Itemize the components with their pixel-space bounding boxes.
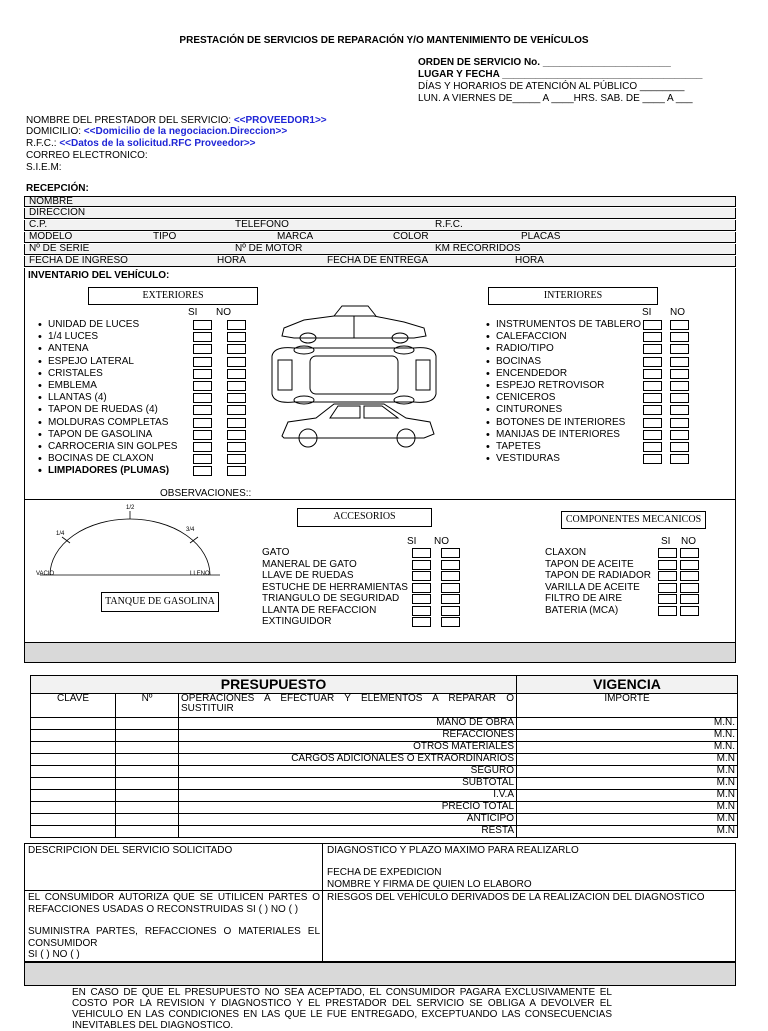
interiores-si-checkbox[interactable] [643,454,662,464]
clave-cell[interactable] [31,754,116,766]
interiores-no-checkbox[interactable] [670,454,689,464]
componentes-item-label: FILTRO DE AIRE [545,593,623,604]
interiores-no-checkbox[interactable] [670,320,689,330]
interiores-si-checkbox[interactable] [643,332,662,342]
interiores-no-checkbox[interactable] [670,332,689,342]
componentes-si-checkbox[interactable] [658,594,677,604]
importe-cell[interactable]: M.N. [517,742,738,754]
interiores-item-label: • ENCENDEDOR [496,368,567,380]
interiores-item-label: • CALEFACCION [496,331,567,343]
concept-label: ANTICIPO [179,814,517,826]
exteriores-no-checkbox[interactable] [227,418,246,428]
num-cell[interactable] [116,826,179,838]
exteriores-no-checkbox[interactable] [227,357,246,367]
row-nombre[interactable] [24,196,736,207]
exteriores-item-label: • ESPEJO LATERAL [48,356,134,368]
exteriores-si-checkbox[interactable] [193,381,212,391]
rfc-value: <<Datos de la solicitud.RFC Proveedor>> [59,138,256,149]
exteriores-no-checkbox[interactable] [227,442,246,452]
exteriores-item-label: • UNIDAD DE LUCES [48,319,139,331]
importe-cell[interactable]: M.N [517,778,738,790]
operaciones-header: OPERACIONES A EFECTUAR Y ELEMENTOS A REPARAR O SUSTITUIR [179,694,517,718]
descripcion-label: DESCRIPCION DEL SERVICIO SOLICITADO [28,845,233,856]
exteriores-no-checkbox[interactable] [227,454,246,464]
rfc-label: R.F.C.: [26,138,60,149]
exteriores-no-checkbox[interactable] [227,332,246,342]
int-no: NO [670,307,685,318]
num-cell[interactable] [116,802,179,814]
lun-viernes: LUN. A VIERNES DE_____ A ____HRS. SAB. DE ____ A ___ [418,93,693,104]
placas-label: PLACAS [521,231,561,242]
interiores-si-checkbox[interactable] [643,381,662,391]
modelo-label: MODELO [29,231,73,242]
comp-si: SI [661,536,671,547]
num-cell[interactable] [116,730,179,742]
interiores-si-checkbox[interactable] [643,344,662,354]
exteriores-si-checkbox[interactable] [193,357,212,367]
provider-name-value: <<PROVEEDOR1>> [233,115,327,126]
accesorios-no-checkbox[interactable] [441,583,460,593]
componentes-no-checkbox[interactable] [680,594,699,604]
importe-cell[interactable]: M.N [517,826,738,838]
fecha-entrega-label: FECHA DE ENTREGA [327,255,429,266]
num-cell[interactable] [116,766,179,778]
num-cell[interactable] [116,742,179,754]
tipo-label: TIPO [153,231,177,242]
accesorios-item-label: LLANTA DE REFACCION [262,604,377,616]
interiores-no-checkbox[interactable] [670,442,689,452]
clave-cell[interactable] [31,778,116,790]
vigencia-title: VIGENCIA [517,676,738,694]
table-row [31,790,738,802]
exteriores-item-label: • CRISTALES [48,368,103,380]
gauge-mark-1: 1/4 [56,531,65,537]
exteriores-no-checkbox[interactable] [227,393,246,403]
concept-label: MANO DE OBRA [179,718,517,730]
exteriores-no-checkbox[interactable] [227,381,246,391]
exteriores-item-label: • MOLDURAS COMPLETAS [48,417,168,429]
page-title: PRESTACIÓN DE SERVICIOS DE REPARACIÓN Y/O MANTENIMIENTO DE VEHÍCULOS [179,35,589,46]
gauge-mark-3: 3/4 [186,527,195,533]
componentes-si-checkbox[interactable] [658,560,677,570]
exteriores-si-checkbox[interactable] [193,332,212,342]
tanque-title: TANQUE DE GASOLINA [101,592,219,612]
table-row [31,766,738,778]
interiores-no-checkbox[interactable] [670,369,689,379]
importe-cell[interactable]: M.N [517,814,738,826]
exteriores-item-label: • TAPON DE GASOLINA [48,429,152,441]
num-header: Nº [116,694,179,718]
interiores-no-checkbox[interactable] [670,430,689,440]
accesorios-si-checkbox[interactable] [412,560,431,570]
provider-domicilio-line [26,126,287,138]
row-direccion[interactable] [24,208,736,219]
accesorios-si-checkbox[interactable] [412,606,431,616]
componentes-item-label: CLAXON [545,547,587,558]
interiores-si-checkbox[interactable] [643,442,662,452]
interiores-no-checkbox[interactable] [670,357,689,367]
interiores-item-label: • VESTIDURAS [496,453,560,465]
concept-label: SEGURO [179,766,517,778]
importe-cell[interactable]: M.N [517,766,738,778]
exteriores-item-label: • TAPON DE RUEDAS (4) [48,404,158,416]
interiores-si-checkbox[interactable] [643,320,662,330]
fecha-ingreso-label: FECHA DE INGRESO [29,255,128,266]
clave-cell[interactable] [31,814,116,826]
exteriores-si-checkbox[interactable] [193,369,212,379]
domicilio-label: DOMICILIO: [26,126,84,137]
interiores-no-checkbox[interactable] [670,344,689,354]
nombre-firma-label: NOMBRE Y FIRMA DE QUIEN LO ELABORO [327,879,532,890]
interiores-no-checkbox[interactable] [670,405,689,415]
interiores-si-checkbox[interactable] [643,418,662,428]
clave-cell[interactable] [31,802,116,814]
accesorios-item-label: GATO [262,547,290,558]
componentes-no-checkbox[interactable] [680,571,699,581]
acc-si: SI [407,536,417,547]
autoriza-text: EL CONSUMIDOR AUTORIZA QUE SE UTILICEN PARTES O REFACCIONES USADAS O RECONSTRUIDAS SI ( ) NO ( ) [28,892,320,915]
interiores-item-label: • MANIJAS DE INTERIORES [496,429,620,441]
interiores-item-label: • RADIO/TIPO [496,343,554,355]
exteriores-no-checkbox[interactable] [227,430,246,440]
car-side-view-top [282,306,426,343]
bottom-hline-2 [24,962,736,986]
exteriores-si-checkbox[interactable] [193,320,212,330]
clave-cell[interactable] [31,718,116,730]
componentes-no-checkbox[interactable] [680,548,699,558]
interiores-si-checkbox[interactable] [643,393,662,403]
accesorios-no-checkbox[interactable] [441,617,460,627]
interiores-si-checkbox[interactable] [643,357,662,367]
accesorios-item-label: ESTUCHE DE HERRAMIENTAS [262,581,408,593]
comp-no: NO [681,536,696,547]
domicilio-value: <<Domicilio de la negociacion.Direccion>> [83,126,288,137]
interiores-no-checkbox[interactable] [670,393,689,403]
inventario-gray-band [24,642,736,663]
table-row [31,802,738,814]
accesorios-item-label: TRIANGULO DE SEGURIDAD [262,593,400,604]
exteriores-si-checkbox[interactable] [193,454,212,464]
provider-name-line [26,115,327,127]
clave-header: CLAVE [31,694,116,718]
exteriores-si-checkbox[interactable] [193,442,212,452]
concept-label: OTROS MATERIALES [179,742,517,754]
exteriores-no-checkbox[interactable] [227,320,246,330]
componentes-item-label: BATERIA (MCA) [545,604,619,616]
car-side-view-bottom [282,404,434,447]
importe-header: IMPORTE [517,694,738,718]
suministra-si-no[interactable]: SI ( ) NO ( ) [28,949,80,960]
diagnostico-label: DIAGNOSTICO Y PLAZO MAXIMO PARA REALIZARLO [327,845,579,856]
num-cell[interactable] [116,718,179,730]
direccion-label: DIRECCION [29,207,86,218]
accesorios-no-checkbox[interactable] [441,571,460,581]
interiores-item-label: • ESPEJO RETROVISOR [496,380,604,392]
table-row [31,730,738,742]
num-cell[interactable] [116,790,179,802]
fecha-exp-label: FECHA DE EXPEDICION [327,867,442,878]
concept-label: CARGOS ADICIONALES O EXTRAORDINARIOS [179,754,517,766]
componentes-si-checkbox[interactable] [658,606,677,616]
clave-cell[interactable] [31,742,116,754]
row-fechas[interactable] [24,256,736,267]
presupuesto-table [30,675,738,838]
orden-servicio: ORDEN DE SERVICIO No. _______________________ [418,57,671,68]
interiores-item-label: • BOCINAS [496,356,541,368]
row-serie[interactable] [24,244,736,255]
interiores-si-checkbox[interactable] [643,430,662,440]
hora2-label: HORA [515,255,544,266]
exteriores-si-checkbox[interactable] [193,405,212,415]
provider-name-label: NOMBRE DEL PRESTADOR DEL SERVICIO: [26,115,234,126]
serie-label: Nº DE SERIE [29,243,90,254]
footer-text: EN CASO DE QUE EL PRESUPUESTO NO SEA ACEPTADO, EL CONSUMIDOR PAGARA EXCLUSIVAMENTE EL COSTO POR LA REVISION Y DIAGNOSTICO Y EL PRESTADOR DEL SERVICIO SE OBLIGA A DEVOLVER EL VEHICULO EN LAS CONDICIONES EN LAS QUE LE FUE ENTREGADO, EXCEPTUANDO LAS CONSECUENCIAS INEVITABLES DEL DIAGNOSTICO. [72,987,612,1031]
componentes-no-checkbox[interactable] [680,560,699,570]
exteriores-item-label: • CARROCERIA SIN GOLPES [48,441,177,453]
interiores-no-checkbox[interactable] [670,418,689,428]
provider-rfc-line [26,138,256,150]
accesorios-no-checkbox[interactable] [441,560,460,570]
bottom-vdivider [322,843,323,962]
accesorios-si-checkbox[interactable] [412,617,431,627]
siem-label: S.I.E.M: [26,162,62,173]
exteriores-si-checkbox[interactable] [193,344,212,354]
accesorios-item-label: MANERAL DE GATO [262,558,357,570]
exteriores-si-checkbox[interactable] [193,393,212,403]
suministra-text: SUMINISTRA PARTES, REFACCIONES O MATERIALES EL CONSUMIDOR [28,926,320,949]
km-label: KM RECORRIDOS [435,243,521,254]
accesorios-item-label: EXTINGUIDOR [262,616,332,627]
interiores-item-label: • CENICEROS [496,392,555,404]
exteriores-no-checkbox[interactable] [227,405,246,415]
componentes-item-label: VARILLA DE ACEITE [545,581,640,593]
concept-label: REFACCIONES [179,730,517,742]
accesorios-si-checkbox[interactable] [412,571,431,581]
num-cell[interactable] [116,778,179,790]
recepcion-title: RECEPCIÓN: [26,183,89,194]
table-row [31,742,738,754]
gauge-mark-2: 1/2 [126,505,135,511]
correo-label: CORREO ELECTRONICO: [26,150,148,161]
componentes-si-checkbox[interactable] [658,548,677,558]
exteriores-item-label: • LIMPIADORES (PLUMAS) [48,465,169,477]
concept-label: SUBTOTAL [179,778,517,790]
accesorios-title: ACCESORIOS [297,508,432,527]
hora1-label: HORA [217,255,246,266]
clave-cell[interactable] [31,790,116,802]
car-diagram [264,298,444,458]
accesorios-no-checkbox[interactable] [441,548,460,558]
exteriores-no-checkbox[interactable] [227,369,246,379]
accesorios-no-checkbox[interactable] [441,606,460,616]
marca-label: MARCA [277,231,314,242]
componentes-si-checkbox[interactable] [658,583,677,593]
accesorios-si-checkbox[interactable] [412,594,431,604]
componentes-title: COMPONENTES MECANICOS [561,511,706,529]
gauge-lleno: LLENO [190,571,210,577]
dias-horarios: DÍAS Y HORARIOS DE ATENCIÓN AL PÚBLICO ________ [418,81,685,92]
car-top-view [272,346,436,404]
interiores-item-label: • TAPETES [496,441,541,453]
interiores-no-checkbox[interactable] [670,381,689,391]
importe-cell[interactable]: M.N. [517,730,738,742]
componentes-si-checkbox[interactable] [658,571,677,581]
exteriores-si-checkbox[interactable] [193,430,212,440]
motor-label: Nº DE MOTOR [235,243,303,254]
interiores-si-checkbox[interactable] [643,405,662,415]
importe-cell[interactable]: M.N. [517,718,738,730]
componentes-item-label: TAPON DE ACEITE [545,558,634,570]
importe-cell[interactable]: M.N [517,790,738,802]
importe-cell[interactable]: M.N [517,802,738,814]
interiores-item-label: • CINTURONES [496,404,562,416]
gauge-vacio: VACIO [36,571,55,577]
interiores-title: INTERIORES [488,287,658,305]
componentes-no-checkbox[interactable] [680,583,699,593]
int-si: SI [642,307,652,318]
ext-si: SI [188,307,198,318]
interiores-si-checkbox[interactable] [643,369,662,379]
riesgos-label: RIESGOS DEL VEHÍCULO DERIVADOS DE LA REALIZACION DEL DIAGNOSTICO [327,892,705,903]
observaciones-label: OBSERVACIONES:: [160,488,252,499]
exteriores-si-checkbox[interactable] [193,466,212,476]
num-cell[interactable] [116,754,179,766]
interiores-item-label: • BOTONES DE INTERIORES [496,417,625,429]
table-row [31,718,738,730]
importe-cell[interactable]: M.N [517,754,738,766]
exteriores-item-label: • EMBLEMA [48,380,97,392]
interiores-item-label: • INSTRUMENTOS DE TABLERO [496,319,641,331]
table-row [31,778,738,790]
accesorios-no-checkbox[interactable] [441,594,460,604]
exteriores-si-checkbox[interactable] [193,418,212,428]
exteriores-item-label: • 1/4 LUCES [48,331,98,343]
componentes-item-label: TAPON DE RADIADOR [545,570,651,581]
exteriores-item-label: • BOCINAS DE CLAXON [48,453,154,465]
lugar-fecha: LUGAR Y FECHA ____________________________________ [418,69,703,80]
concept-label: RESTA [179,826,517,838]
nombre-label: NOMBRE [29,196,73,207]
cp-label: C.P. [29,219,48,230]
concept-label: I.V.A [179,790,517,802]
table-row [31,814,738,826]
acc-no: NO [434,536,449,547]
accesorios-item-label: LLAVE DE RUEDAS [262,570,354,581]
row-modelo[interactable] [24,232,736,243]
exteriores-no-checkbox[interactable] [227,466,246,476]
clave-cell[interactable] [31,826,116,838]
telefono-label: TELEFONO [235,219,289,230]
inventario-divider [24,499,736,500]
exteriores-no-checkbox[interactable] [227,344,246,354]
componentes-no-checkbox[interactable] [680,606,699,616]
accesorios-si-checkbox[interactable] [412,583,431,593]
color-label: COLOR [393,231,429,242]
inventario-title: INVENTARIO DEL VEHÍCULO: [28,270,170,281]
exteriores-item-label: • ANTENA [48,343,89,355]
exteriores-title: EXTERIORES [88,287,258,305]
table-row [31,826,738,838]
exteriores-item-label: • LLANTAS (4) [48,392,107,404]
presupuesto-title: PRESUPUESTO [31,676,517,694]
row-cp[interactable] [24,220,736,231]
ext-no: NO [216,307,231,318]
table-row [31,754,738,766]
concept-label: PRECIO TOTAL [179,802,517,814]
clave-cell[interactable] [31,766,116,778]
num-cell[interactable] [116,814,179,826]
accesorios-si-checkbox[interactable] [412,548,431,558]
clave-cell[interactable] [31,730,116,742]
rfc-col-label: R.F.C. [435,219,463,230]
